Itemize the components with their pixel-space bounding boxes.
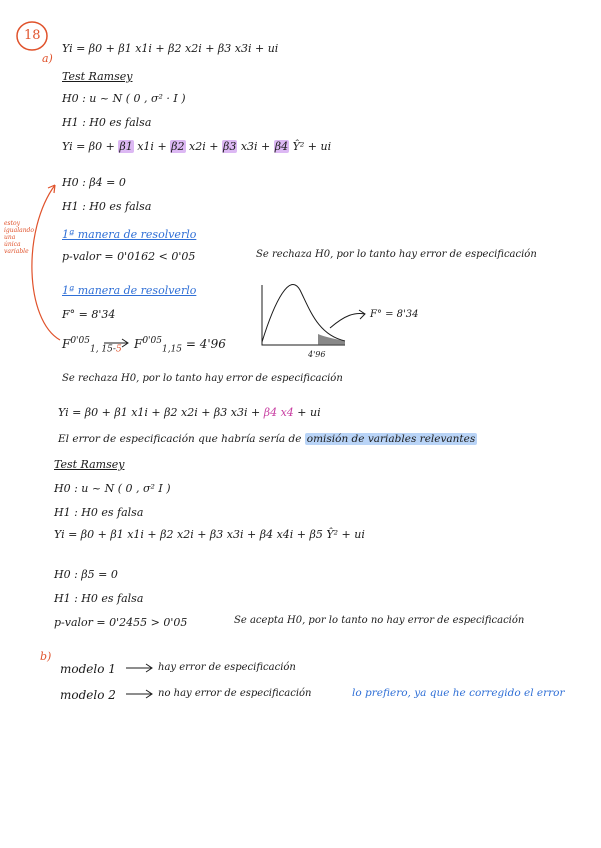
side-arrow (32, 185, 60, 340)
conclusion-2: Se acepta H0, por lo tanto no hay error de especificación (234, 615, 525, 626)
f-table-value: = 4'96 (185, 337, 226, 351)
side-note: estoy igualando una única variable (4, 220, 35, 255)
graph-crit-label: 4'96 (308, 350, 326, 359)
graph-arrow (330, 310, 365, 328)
h1-beta5: H1 : H0 es falsa (54, 592, 144, 605)
model1-arrow (126, 664, 152, 672)
h0-normality: H0 : u ~ N ( 0 , σ² · I ) (62, 92, 186, 105)
f-crit-df (90, 344, 122, 354)
h0-beta5: H0 : β5 = 0 (54, 568, 118, 581)
f-crit-df-red: 5 (115, 344, 122, 355)
density-curve (262, 284, 345, 342)
h1-beta4: H1 : H0 es falsa (62, 200, 152, 213)
aux-regression (62, 140, 331, 154)
aux-lead: Yi = β0 + (62, 140, 119, 153)
omitted-model-lead: Yi = β0 + β1 x1i + β2 x2i + β3 x3i + (58, 406, 264, 419)
way2-conclusion: Se rechaza H0, por lo tanto hay error de especificación (62, 373, 343, 384)
model1-label: modelo 1 (60, 662, 116, 676)
model-equation: Yi = β0 + β1 x1i + β2 x2i + β3 x3i + ui (62, 42, 279, 55)
aux-term3: x3i + (237, 140, 274, 153)
model2-label: modelo 2 (60, 688, 116, 702)
pvalue-2: p-valor = 0'2455 > 0'05 (54, 616, 188, 629)
aux-beta3: β3 (222, 140, 237, 153)
omitted-term: β4 x4 (263, 406, 294, 419)
f-distribution-graph (262, 284, 365, 345)
f-crit-alpha: 0'05 (70, 336, 90, 346)
f-critical: $F^{0'05}_{1, 15-5}$ (62, 336, 122, 355)
part-b-label: b) (40, 650, 52, 663)
f-table-alpha: 0'05 (142, 336, 162, 346)
f-crit-df-value: 1, 15- (89, 344, 116, 355)
f-table: $F^{0'05}_{1,15} = 4'96$ (134, 336, 226, 355)
f-observed: F° = 8'34 (62, 308, 116, 321)
aux-regression-2: Yi = β0 + β1 x1i + β2 x2i + β3 x3i + β4 x4i + β5 Ŷ² + ui (54, 528, 365, 541)
exercise-number: 18 (24, 28, 41, 43)
ramsey-title: Test Ramsey (62, 70, 133, 83)
error-type-text: El error de especificación que habría sería de (58, 433, 305, 445)
way1-pvalue: p-valor = 0'0162 < 0'05 (62, 250, 196, 263)
part-a-label: a) (42, 52, 53, 65)
way1-conclusion: Se rechaza H0, por lo tanto hay error de especificación (256, 249, 537, 260)
way1-title: 1ª manera de resolverlo (62, 228, 197, 241)
h0-normality-2: H0 : u ~ N ( 0 , σ² I ) (54, 482, 171, 495)
graph-f-label: F° = 8'34 (370, 309, 419, 320)
aux-term2: x2i + (185, 140, 222, 153)
error-type-highlight: omisión de variables relevantes (306, 433, 476, 445)
aux-term1: x1i + (133, 140, 171, 153)
model1-result: hay error de especificación (158, 662, 296, 673)
f-table-df: 1,15 (161, 344, 183, 355)
omitted-model (58, 406, 321, 420)
aux-beta2: β2 (171, 140, 185, 153)
preference-note: lo prefiero, ya que he corregido el error (352, 687, 565, 699)
h1-statement-2: H1 : H0 es falsa (54, 506, 144, 519)
aux-beta1: β1 (119, 140, 133, 153)
model2-arrow (126, 690, 152, 698)
omitted-model-tail: + ui (293, 406, 321, 419)
aux-beta4: β4 (274, 140, 289, 153)
h0-beta4: H0 : β4 = 0 (62, 176, 126, 189)
way2-title: 1ª manera de resolverlo (62, 284, 197, 297)
h1-statement: H1 : H0 es falsa (62, 116, 152, 129)
aux-tail: Ŷ² + ui (289, 140, 332, 153)
model2-result: no hay error de especificación (158, 688, 312, 699)
ramsey2-title: Test Ramsey (54, 458, 125, 471)
error-type (58, 432, 477, 446)
